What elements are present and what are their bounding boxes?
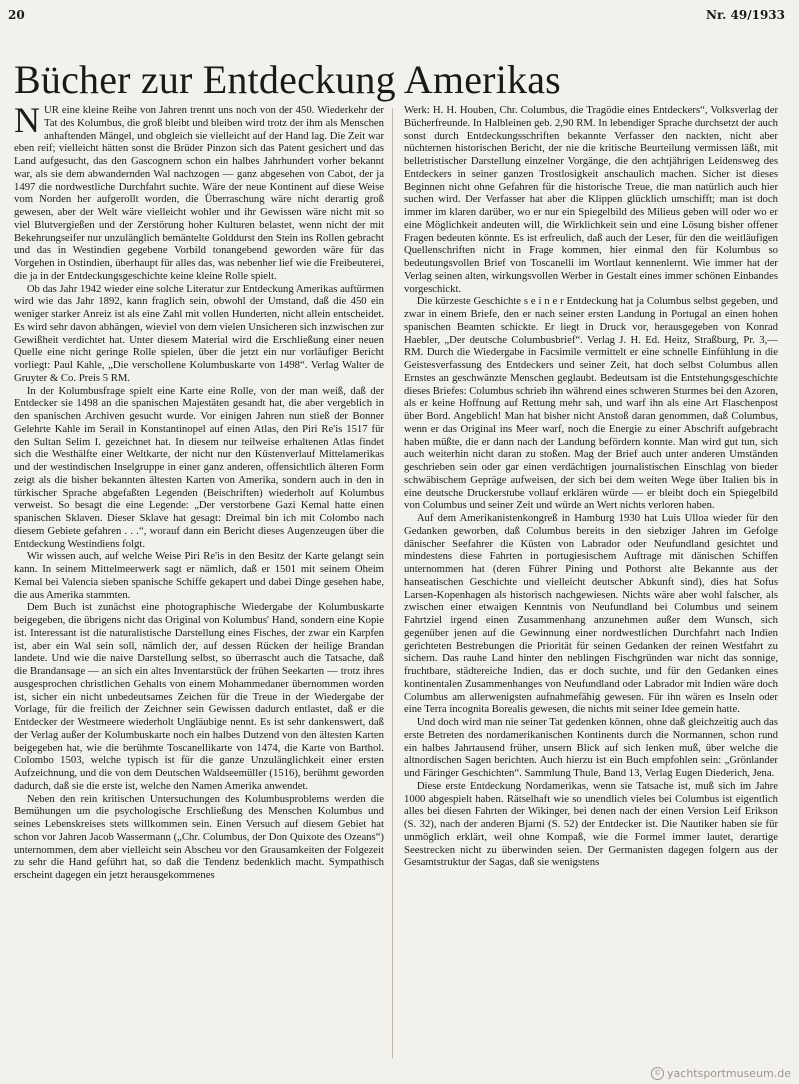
copyright-icon: © <box>651 1067 664 1080</box>
paragraph: Wir wissen auch, auf welche Weise Piri Re'is in den Besitz der Karte gelangt sein kann. In seinem Mittelmeerwerk sagt er nämlich, daß er 1501 mit seinem Oheim Kemal bei Valencia sieben spanische Schiffe gekapert und dabei Dinge gesehen habe, die aus Amerika stammten. <box>14 550 384 601</box>
page-number: 20 <box>8 8 25 22</box>
paragraph: Auf dem Amerikanistenkongreß in Hamburg 1930 hat Luis Ulloa wieder für den Gedanken geworben, daß Columbus bereits in den siebziger Jahren im Gefolge dänischer Seefahrer die Küsten von Labrador oder Neufundland gesichtet und mindestens diese Fahrten in portugiesischem Auftrage mit dänischen Schiffen unternommen hat (deren Führer Pining und Pothorst alte Bekannte aus der hanseatischen Geschichte und vielleicht deutscher Abkunft sind), dies hat Sofus Larsen-Kopenhagen als historisch nachgewiesen. Nichts wäre aber wohl falscher, als zwischen einer etwaigen Kenntnis von Neufundland bei Columbus und seinem Fahrtziel irgend einen Zusammenhang anzunehmen außer dem Wunsch, sich gegenüber jenen auf die Gewinnung einer nordwestlichen Durchfahrt nach Indien gerichteten Bestrebungen die Priorität für seinen Gedanken der reinen Westfahrt zu sichern. Das rauhe Land hinter den neblingen Fischgründen war nicht das sonnige, fruchtbare, städtereiche Indien, das er doch suchte, und für den Gedanken eines kontinentalen Zusammenhanges von Neufundland oder Labrador mit Indien wäre doch Columbus am allerwenigsten aufnahmefähig gewesen. Für ihn wären es Inseln oder eine Terra incognita Borealis gewesen, die nichts mit seiner Idee gemein hatte. <box>404 512 778 716</box>
paragraph: Diese erste Entdeckung Nordamerikas, wenn sie Tatsache ist, muß sich im Jahre 1000 abgespielt haben. Rätselhaft wie so unendlich vieles bei Columbus ist eigentlich alles bei diesen Fahrten der Wikinger, bei denen nach der einen Version Leif Erikson (S. 32), nach der anderen Bjarni (S. 52) der Entdecker ist. Die Nautiker haben sie für unmöglich erklärt, weil ohne Kompaß, wie die Formel immer lautet, derartige Seestrecken nicht zu überwinden seien. Der Germanisten dagegen folgern aus der Gesamtstruktur der Sagas, daß sie wenigstens <box>404 779 778 869</box>
paragraph: Dem Buch ist zunächst eine photographische Wiedergabe der Kolumbuskarte beigegeben, die übrigens nicht das Original von Kolumbus' Hand, sondern eine Kopie ist. Interessant ist die naturalistische Darstellung eines Fisches, der zwar ein Karpfen ist, aber ein Wal sein soll, nämlich der, auf dessen Rücken der heilige Brandan landete. Und wie die naive Darstellung selbst, so überrascht auch die Tatsache, daß die Brandansage — an sich ein altes Inventarstück der frühen Seekarten — trotz ihres ausgesprochen christlichen Gehalts von einem Mohammedaner übernommen worden ist, sicher ein nicht unbedeutsames Zeichen für die Treue in der Wiedergabe der Vorlage, für die freilich der Zeichner sein Gewissen dadurch entlastet, daß er die Entdecker der Westmeere wiederholt Ungläubige nennt. Es ist sehr dankenswert, daß der Verlag außer der Kolumbuskarte noch ein halbes Dutzend von den ältesten Karten beigegeben hat, wie die berühmte Toscanellikarte von 1474, die Karte von Barthol. Colombo 1503, welche typisch ist für die ganze Unzulänglichkeit einer ersten Aufzeichnung, und die von dem Deutschen Waldseemüller (1516), berühmt geworden dadurch, daß sie die erste ist, welche den Namen Amerika anwendet. <box>14 601 384 792</box>
paragraph: Ob das Jahr 1942 wieder eine solche Literatur zur Entdeckung Amerikas auftürmen wird wie das Jahr 1892, kann fraglich sein, obwohl der Umstand, daß die 450 ein weniger starker Anreiz ist als eine Zahl mit vollen Hunderten, nicht allein entscheidet. Es wird sehr davon abhängen, wieviel von dem vielen Unsicheren sich inzwischen zur Gewißheit verdichtet hat. Unter diesem Material wird die Erschließung einer neuen Quelle eine nicht geringe Rolle spielen, über die jetzt ein nur vorläufiger Bericht vorliegt: Paul Kahle, „Die verschollene Kolumbuskarte von 1498“. Verlag Walter de Gruyter & Co. Preis 5 RM. <box>14 282 384 384</box>
column-divider <box>392 108 393 1058</box>
paragraph: Und doch wird man nie seiner Tat gedenken können, ohne daß gleichzeitig auch das erste Betreten des nordamerikanischen Kontinents durch die Normannen, schon rund ein halbes Jahrtausend früher, unsern Blick auf sich lenken muß, über welche die altnordischen Sagen berichten. Auch hierzu ist ein Buch empfohlen sein: „Grönlander und Färinger Geschichten“. Sammlung Thule, Band 13, Verlag Eugen Diederich, Jena. <box>404 716 778 779</box>
paragraph: Neben den rein kritischen Untersuchungen des Kolumbusproblems werden die Bemühungen um die psychologische Erschließung des Menschen Kolumbus und seines Lebenskreises stets willkommen sein. Einen Versuch auf diesem Gebiet hat schon vor Jahren Jacob Wassermann („Chr. Columbus, der Don Quixote des Ozeans“) unternommen, dem aber vielleicht sein Abscheu vor den Grausamkeiten der Folgezeit zu sehr die Hand geführt hat, so daß die Tendenz bedenklich macht. Sympathisch erscheint dagegen ein jetzt herausgekommenes <box>14 792 384 881</box>
paragraph: Werk: H. H. Houben, Chr. Columbus, die Tragödie eines Entdeckers“, Volksverlag der Bücherfreunde. In Halbleinen geb. 2,90 RM. In lebendiger Sprache durchsetzt der auch sonst durch Entdeckungsschriften bekannte Verfasser den nackten, nicht aber nüchternen historischen Bericht, der nie die kritische Beurteilung vermissen läßt, mit belletristischer Darstellung einzelner Vorgänge, die den achtjährigen Leidensweg des Entdeckers in seiner ganzen Trostlosigkeit anschaulich machen. Sicher ist dieses Beginnen nicht ohne Gefahren für die historische Treue, die man natürlich auch hier suchen wird. Der Verfasser hat aber die Klippen glücklich umschifft; man ist doch immer im klaren darüber, wo er nur ein Spiegelbild des Milieus geben will oder wo er eine Möglichkeit andeuten will, die Wirklichkeit sein und eine Lösung bisher offener Fragen bedeuten könnte. Es ist erfreulich, daß auch der Leser, für den die weitläufigen Quellenschriften nicht in Frage kommen, hier einmal den für Kolumbus so bedeutungsvollen Brief von Toscanelli im Wortlaut kennenlernt. Wie immer hat der Verlag seinen alten, wirkungsvollen Werber in Gestalt eines immer schönen Einbandes vorgeschickt. <box>404 104 778 295</box>
drop-cap: N <box>14 104 40 140</box>
paragraph: NUR eine kleine Reihe von Jahren trennt uns noch von der 450. Wiederkehr der Tat des Kolumbus, die groß bleibt und bleiben wird trotz der ihm als Menschen anhaftenden Mängel, und obgleich sie vielleicht auf der Hand lag. Die Zeit war eben reif; vielleicht hätten sonst die Brüder Pinzon sich das Patent gesichert und das Land aufgesucht, das den Gascognern schon ein halbes Jahrhundert vorher bekannt war, als sie dem abwandernden Wal nachzogen — ganz abgesehen von Cabot, der ja 1497 die nordwestliche Durchfahrt suchte. Wäre der neue Kontinent auf diese Weise vom Norden her aufgerollt worden, die Überraschung wäre nicht derartig groß gewesen, aber der Welt wäre vielleicht wohler und ihr Gewissen wäre nicht mit so viel Blutvergießen und der Zerstörung hoher Kulturen belastet, wenn nicht der mit Bekehrungseifer nur unzulänglich bemäntelte Golddurst den Stein ins Rollen gebracht und das in Westindien gegebene Vorbild tonangebend geworden wäre für das Vorgehen in Ostindien, überhaupt für alles das, was nebenher lief wie die Freibeuterei, die ja in der Entdeckungsgeschichte keine kleine Rolle spielt. <box>14 104 384 282</box>
issue-number: Nr. 49/1933 <box>705 8 785 22</box>
paragraph: Die kürzeste Geschichte s e i n e r Entdeckung hat ja Columbus selbst gegeben, und zwar in einem Briefe, den er nach seiner ersten Landung in Portugal an einen hohen spanischen Beamten schickte. Er liegt in Druck vor, herausgegeben von Konrad Haebler, „Der deutsche Columbusbrief“. Verlag J. H. Ed. Heitz, Straßburg, Pr. 3,— RM. Durch die Wiedergabe in Facsimile vermittelt er eine schnelle Einfühlung in die Geistesverfassung des Entdeckers und seiner Zeit, hat doch selbst Columbus allen Ernstes an geschwänzte Menschen geglaubt. Bedeutsam ist die Entstehungsgeschichte dieses Briefes: Columbus schrieb ihn während eines schweren Sturmes bei den Azoren, als er keine Hoffnung auf Rettung mehr sah, und warf ihn als eine Art Flaschenpost über Bord. Angeblich! Man hat bisher nicht Anstoß daran genommen, daß Columbus, wenn er das Original ins Meer warf, noch die Energie zu einer Abschrift aufgebracht haben müßte, die er dann nach der Landung befördern konnte. Man wird gut tun, sich auch weiterhin nicht daran zu stoßen. Mag der Brief auch unter anderen Umständen geschrieben sein oder gar einen verdächtigen journalistischen Einschlag von bieder schwäbischem Gepräge aufweisen, der sich bei dem weiten Wege über Italien bis in eine deutsche Druckerstube vollauf erklären würde — er bleibt doch ein Spiegelbild von Columbus und seiner Zeit und würde an Wert nichts verloren haben. <box>404 295 778 512</box>
watermark <box>651 1067 791 1080</box>
paragraph: In der Kolumbusfrage spielt eine Karte eine Rolle, von der man weiß, daß der Entdecker sie 1498 an die spanischen Majestäten gesandt hat, die aber vergeblich in den spanischen Archiven gesucht wurde. Vor einigen Jahren nun stieß der Bonner Gelehrte Kahle im Serail in Konstantinopel auf einen Atlas, den Piri Re'is 1517 für den Sultan Selim I. gezeichnet hat. In diesem nur teilweise erhaltenen Atlas findet sich die Westhälfte einer Weltkarte, der nicht nur den Küstenverlauf Mittelamerikas und der westindischen Inselgruppe in einer ganz anderen, offensichtlich älteren Form zeigt als die bisher bekannten ältesten Karten von Amerika, sondern auch in den in türkischer Sprache abgefaßten Legenden (Beischriften) wiederholt auf Kolumbus verweist. So besagt die eine Legende: „Der verstorbene Gazi Kemal hatte einen spanischen Sklaven. Dieser Sklave hat gesagt: Dreimal bin ich mit Colombo nach diesem Gebiete gefahren . . .“, worauf dann ein Bericht dieses Augenzeugen über die Entdeckung Westindiens folgt. <box>14 384 384 550</box>
article-title: Bücher zur Entdeckung Amerikas <box>14 57 561 102</box>
article-column-left <box>14 104 384 1060</box>
watermark-text: yachtsportmuseum.de <box>667 1067 791 1080</box>
article-column-right <box>404 104 778 1060</box>
